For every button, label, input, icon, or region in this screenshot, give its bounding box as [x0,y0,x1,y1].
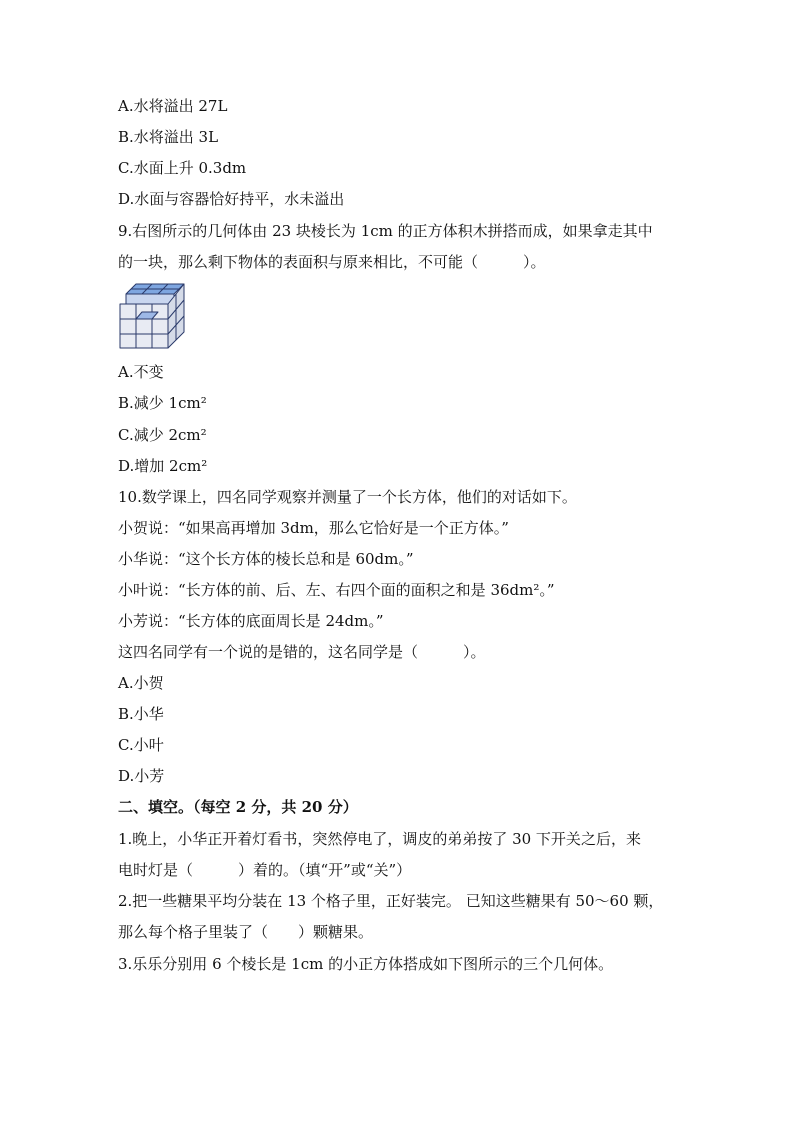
q10-dialogue-xiaoye: 小叶说：“长方体的前、后、左、右四个面的面积之和是 36dm²。” [118,581,555,599]
s2-q2-line2: 那么每个格子里装了（ ）颗糖果。 [118,923,374,941]
cube-stack-figure [118,282,188,350]
q10-dialogue-xiaohe: 小贺说：“如果高再增加 3dm，那么它恰好是一个正方体。” [118,519,509,537]
q10-option-c: C.小叶 [118,736,164,754]
q10-dialogue-xiaohua: 小华说：“这个长方体的棱长总和是 60dm。” [118,550,414,568]
s2-q3-line1: 3.乐乐分别用 6 个棱长是 1cm 的小正方体搭成如下图所示的三个几何体。 [118,955,614,973]
q8-option-d: D.水面与容器恰好持平，水未溢出 [118,190,345,208]
q8-option-c: C.水面上升 0.3dm [118,159,247,177]
q9-stem-line2: 的一块，那么剩下物体的表面积与原来相比，不可能（ ）。 [118,253,546,271]
q9-option-d: D.增加 2cm² [118,457,208,475]
q9-option-c: C.减少 2cm² [118,426,207,444]
q8-option-a: A.水将溢出 27L [118,97,228,115]
s2-q2-line1: 2.把一些糖果平均分装在 13 个格子里，正好装完。 已知这些糖果有 50～60 颗， [118,892,664,910]
section2-heading: 二、填空。（每空 2 分，共 20 分） [118,798,358,816]
q9-option-b: B.减少 1cm² [118,394,207,412]
q9-option-a: A.不变 [118,363,164,381]
q10-question: 这四名同学有一个说的是错的，这名同学是（ ）。 [118,643,486,661]
q9-stem-line1: 9.右图所示的几何体由 23 块棱长为 1cm 的正方体积木拼搭而成，如果拿走其中 [118,222,653,240]
q10-stem: 10.数学课上，四名同学观察并测量了一个长方体，他们的对话如下。 [118,488,577,506]
q10-option-b: B.小华 [118,705,164,723]
q8-option-b: B.水将溢出 3L [118,128,219,146]
q10-dialogue-xiaofang: 小芳说：“长方体的底面周长是 24dm。” [118,612,384,630]
s2-q1-line2: 电时灯是（ ）着的。（填“开”或“关”） [118,861,412,879]
q10-option-a: A.小贺 [118,674,164,692]
q10-option-d: D.小芳 [118,767,165,785]
s2-q1-line1: 1.晚上，小华正开着灯看书，突然停电了，调皮的弟弟按了 30 下开关之后，来 [118,830,641,848]
